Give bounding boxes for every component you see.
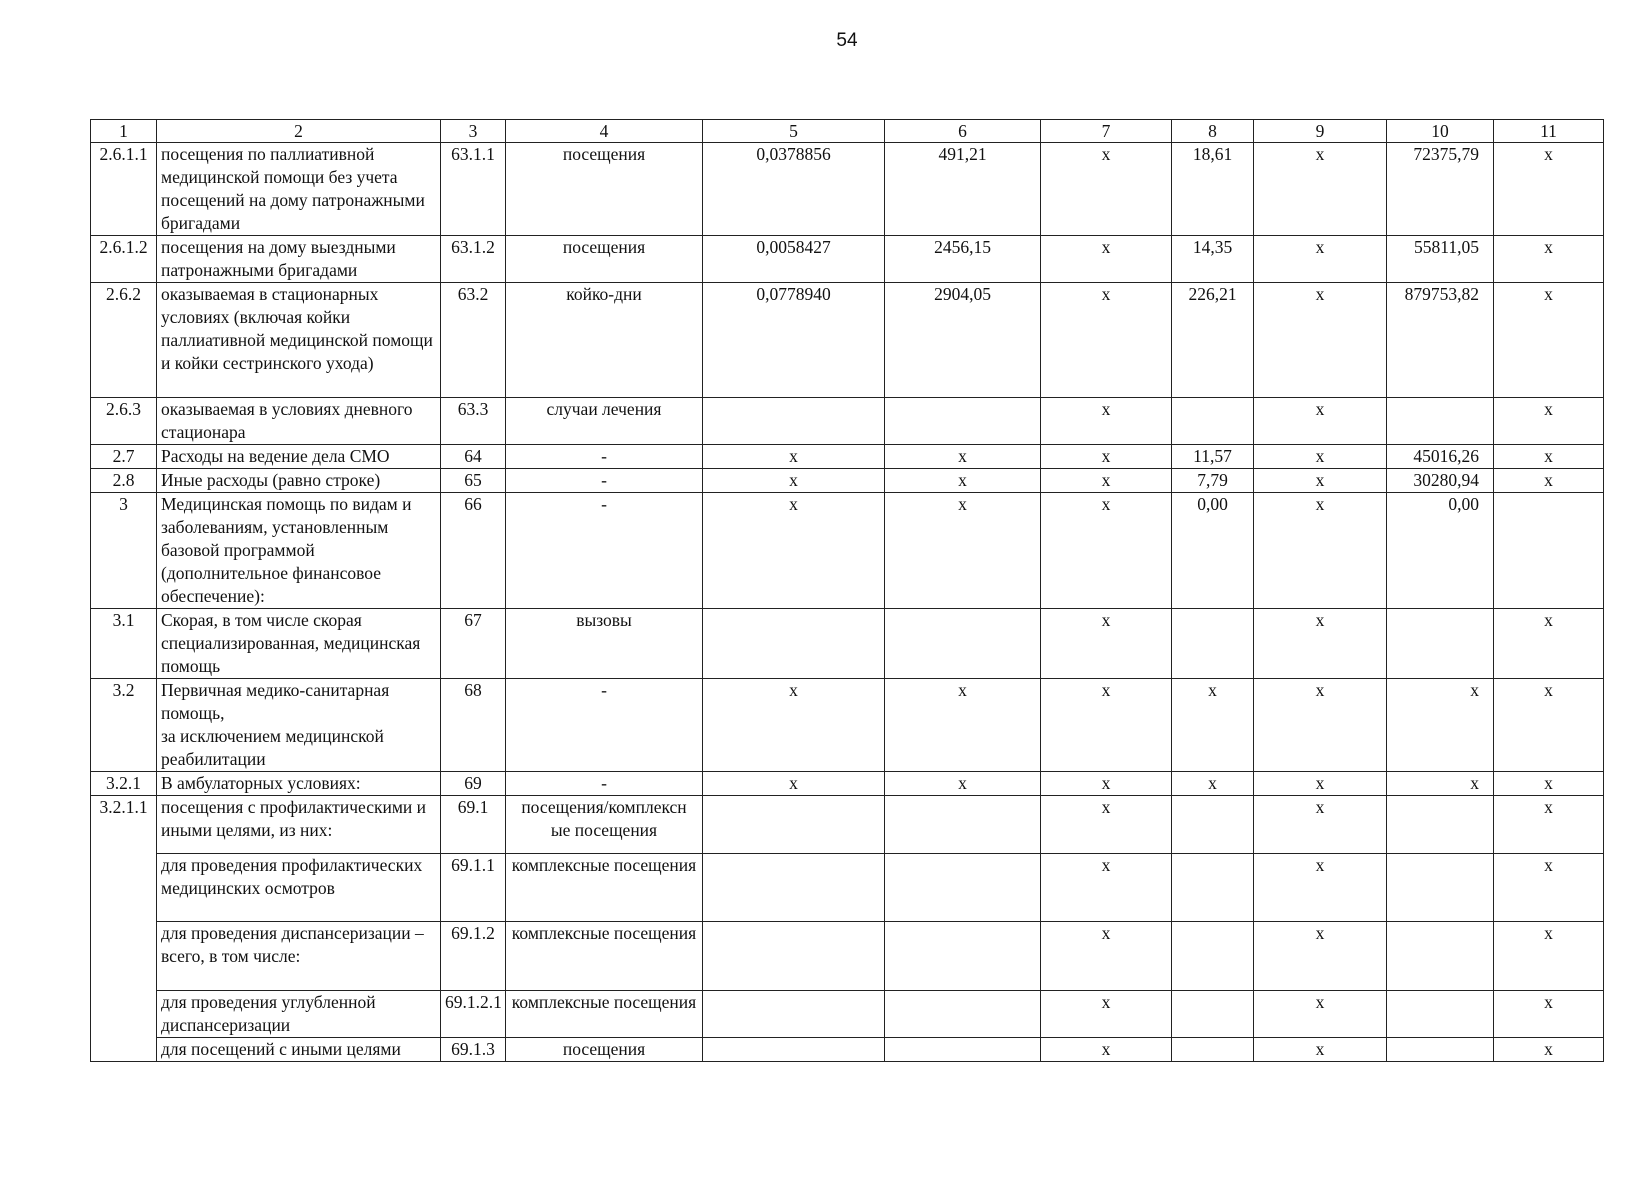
cell-col-9: х	[1254, 143, 1387, 236]
cell-col-7: х	[1041, 796, 1172, 854]
cell-col-2: Скорая, в том числе скорая специализированная, медицинская помощь	[157, 609, 441, 679]
cell-col-10: 30280,94	[1387, 469, 1494, 493]
cell-col-3: 69.1.2	[441, 922, 506, 991]
table-row	[91, 609, 1604, 679]
cell-col-4: -	[506, 445, 703, 469]
cell-col-10	[1387, 796, 1494, 854]
cell-col-2: Первичная медико-санитарная помощь, за исключением медицинской реабилитации	[157, 679, 441, 772]
cell-col-1: 2.7	[91, 445, 157, 469]
table-row	[91, 236, 1604, 283]
cell-col-8: х	[1172, 772, 1254, 796]
cell-col-1: 2.6.1.1	[91, 143, 157, 236]
cell-col-9: х	[1254, 796, 1387, 854]
cell-col-6: х	[885, 469, 1041, 493]
cell-col-11: х	[1494, 445, 1604, 469]
cell-col-8: х	[1172, 679, 1254, 772]
cell-col-8	[1172, 922, 1254, 991]
cell-col-6	[885, 609, 1041, 679]
cell-col-10: 879753,82	[1387, 283, 1494, 398]
col-header-3: 3	[441, 120, 506, 143]
cell-col-4: -	[506, 493, 703, 609]
cell-col-4: посещения/комплексн ые посещения	[506, 796, 703, 854]
cell-col-1: 2.6.2	[91, 283, 157, 398]
col-header-11: 11	[1494, 120, 1604, 143]
cell-col-9: х	[1254, 236, 1387, 283]
cell-col-11: х	[1494, 469, 1604, 493]
cell-col-9: х	[1254, 493, 1387, 609]
cell-col-6: 2904,05	[885, 283, 1041, 398]
cell-col-2: оказываемая в условиях дневного стационара	[157, 398, 441, 445]
col-header-8: 8	[1172, 120, 1254, 143]
cell-col-5	[703, 922, 885, 991]
cell-col-3: 69.1.1	[441, 854, 506, 922]
cell-col-8	[1172, 609, 1254, 679]
cell-col-3: 65	[441, 469, 506, 493]
cell-col-10	[1387, 609, 1494, 679]
table-row	[91, 283, 1604, 398]
table-row	[91, 854, 1604, 922]
table-row	[91, 922, 1604, 991]
cell-col-9: х	[1254, 854, 1387, 922]
cell-col-4: -	[506, 679, 703, 772]
cell-col-6: 491,21	[885, 143, 1041, 236]
col-header-9: 9	[1254, 120, 1387, 143]
cell-col-9: х	[1254, 469, 1387, 493]
cell-col-3: 63.2	[441, 283, 506, 398]
cell-col-8	[1172, 796, 1254, 854]
cell-col-5: х	[703, 493, 885, 609]
cell-col-3: 66	[441, 493, 506, 609]
cell-col-6	[885, 398, 1041, 445]
cell-col-3: 64	[441, 445, 506, 469]
cell-col-2: посещения на дому выездными патронажными бригадами	[157, 236, 441, 283]
cell-col-4: посещения	[506, 236, 703, 283]
table-row	[91, 469, 1604, 493]
cell-col-11: х	[1494, 1038, 1604, 1062]
cell-col-5	[703, 854, 885, 922]
cell-col-2: Медицинская помощь по видам и заболеваниям, установленным базовой программой (дополнительное финансовое обеспечение):	[157, 493, 441, 609]
cell-col-6	[885, 922, 1041, 991]
cell-col-10	[1387, 1038, 1494, 1062]
cell-col-9: х	[1254, 991, 1387, 1038]
cell-col-10: х	[1387, 679, 1494, 772]
cell-col-5: х	[703, 445, 885, 469]
cell-col-11: х	[1494, 283, 1604, 398]
cell-col-10: 55811,05	[1387, 236, 1494, 283]
cell-col-11: х	[1494, 143, 1604, 236]
cell-col-11: х	[1494, 609, 1604, 679]
cell-col-11: х	[1494, 922, 1604, 991]
cell-col-1: 3.2.1	[91, 772, 157, 796]
table-row	[91, 991, 1604, 1038]
cell-col-11: х	[1494, 796, 1604, 854]
cell-col-11	[1494, 493, 1604, 609]
cell-col-1: 3	[91, 493, 157, 609]
cell-col-3: 63.3	[441, 398, 506, 445]
financing-table	[90, 119, 1604, 1062]
cell-col-4: вызовы	[506, 609, 703, 679]
cell-col-7: х	[1041, 143, 1172, 236]
cell-col-2: Расходы на ведение дела СМО	[157, 445, 441, 469]
cell-col-6: х	[885, 679, 1041, 772]
cell-col-7: х	[1041, 854, 1172, 922]
cell-col-10	[1387, 398, 1494, 445]
cell-col-4: -	[506, 469, 703, 493]
header-row	[91, 120, 1604, 143]
cell-col-9: х	[1254, 1038, 1387, 1062]
cell-col-9: х	[1254, 922, 1387, 991]
col-header-5: 5	[703, 120, 885, 143]
cell-col-5	[703, 796, 885, 854]
cell-col-8	[1172, 991, 1254, 1038]
cell-col-9: х	[1254, 679, 1387, 772]
cell-col-2: для проведения углубленной диспансеризации	[157, 991, 441, 1038]
cell-col-9: х	[1254, 445, 1387, 469]
cell-col-8	[1172, 1038, 1254, 1062]
cell-col-6: х	[885, 445, 1041, 469]
cell-col-11: х	[1494, 854, 1604, 922]
cell-col-4: комплексные посещения	[506, 922, 703, 991]
table-row	[91, 493, 1604, 609]
cell-col-3: 63.1.1	[441, 143, 506, 236]
cell-col-4: комплексные посещения	[506, 854, 703, 922]
cell-col-8	[1172, 854, 1254, 922]
col-header-7: 7	[1041, 120, 1172, 143]
col-header-2: 2	[157, 120, 441, 143]
cell-col-11: х	[1494, 236, 1604, 283]
cell-col-7: х	[1041, 469, 1172, 493]
cell-col-9: х	[1254, 772, 1387, 796]
cell-col-3: 69.1	[441, 796, 506, 854]
cell-col-8: 14,35	[1172, 236, 1254, 283]
cell-col-7: х	[1041, 493, 1172, 609]
cell-col-10	[1387, 922, 1494, 991]
table-row	[91, 143, 1604, 236]
cell-col-7: х	[1041, 398, 1172, 445]
cell-col-3: 69	[441, 772, 506, 796]
cell-col-11: х	[1494, 991, 1604, 1038]
cell-col-1: 2.6.1.2	[91, 236, 157, 283]
cell-col-8: 7,79	[1172, 469, 1254, 493]
cell-col-3: 69.1.3	[441, 1038, 506, 1062]
cell-col-9: х	[1254, 398, 1387, 445]
cell-col-4: случаи лечения	[506, 398, 703, 445]
cell-col-10: х	[1387, 772, 1494, 796]
cell-col-2: посещения с профилактическими и иными целями, из них:	[157, 796, 441, 854]
cell-col-8	[1172, 398, 1254, 445]
cell-col-2: для проведения профилактических медицинских осмотров	[157, 854, 441, 922]
cell-col-7: х	[1041, 991, 1172, 1038]
cell-col-5	[703, 991, 885, 1038]
cell-col-2: для проведения диспансеризации – всего, в том числе:	[157, 922, 441, 991]
cell-col-1: 2.6.3	[91, 398, 157, 445]
cell-col-8: 0,00	[1172, 493, 1254, 609]
cell-col-10	[1387, 854, 1494, 922]
table-row	[91, 398, 1604, 445]
col-header-10: 10	[1387, 120, 1494, 143]
cell-col-7: х	[1041, 609, 1172, 679]
table-row	[91, 679, 1604, 772]
cell-col-11: х	[1494, 398, 1604, 445]
cell-col-2: оказываемая в стационарных условиях (включая койки паллиативной медицинской помощи и койки сестринского ухода)	[157, 283, 441, 398]
cell-col-9: х	[1254, 609, 1387, 679]
cell-col-6: х	[885, 772, 1041, 796]
cell-col-5: 0,0378856	[703, 143, 885, 236]
cell-col-4: -	[506, 772, 703, 796]
cell-col-6: 2456,15	[885, 236, 1041, 283]
cell-col-5	[703, 609, 885, 679]
cell-col-6	[885, 1038, 1041, 1062]
cell-col-5: 0,0058427	[703, 236, 885, 283]
cell-col-7: х	[1041, 236, 1172, 283]
table-row	[91, 1038, 1604, 1062]
cell-col-1: 3.1	[91, 609, 157, 679]
cell-col-7: х	[1041, 283, 1172, 398]
cell-col-5: 0,0778940	[703, 283, 885, 398]
table-row	[91, 772, 1604, 796]
cell-col-9: х	[1254, 283, 1387, 398]
cell-col-3: 69.1.2.1	[441, 991, 506, 1038]
table-body	[91, 143, 1604, 1062]
cell-col-7: х	[1041, 1038, 1172, 1062]
cell-col-3: 63.1.2	[441, 236, 506, 283]
cell-col-5: х	[703, 772, 885, 796]
cell-col-4: койко-дни	[506, 283, 703, 398]
cell-col-4: посещения	[506, 143, 703, 236]
cell-col-5: х	[703, 469, 885, 493]
cell-col-11: х	[1494, 772, 1604, 796]
cell-col-6	[885, 991, 1041, 1038]
col-header-4: 4	[506, 120, 703, 143]
cell-col-8: 11,57	[1172, 445, 1254, 469]
cell-col-4: посещения	[506, 1038, 703, 1062]
cell-col-11: х	[1494, 679, 1604, 772]
cell-col-2: для посещений с иными целями	[157, 1038, 441, 1062]
col-header-1: 1	[91, 120, 157, 143]
cell-col-7: х	[1041, 772, 1172, 796]
table-row	[91, 445, 1604, 469]
cell-col-10: 72375,79	[1387, 143, 1494, 236]
cell-col-10: 0,00	[1387, 493, 1494, 609]
cell-col-5	[703, 1038, 885, 1062]
cell-col-7: х	[1041, 445, 1172, 469]
cell-col-3: 67	[441, 609, 506, 679]
col-header-6: 6	[885, 120, 1041, 143]
table-row	[91, 796, 1604, 854]
cell-col-4: комплексные посещения	[506, 991, 703, 1038]
cell-col-7: х	[1041, 922, 1172, 991]
cell-col-6	[885, 796, 1041, 854]
cell-col-3: 68	[441, 679, 506, 772]
cell-col-6: х	[885, 493, 1041, 609]
cell-col-10	[1387, 991, 1494, 1038]
cell-col-2: В амбулаторных условиях:	[157, 772, 441, 796]
cell-col-2: посещения по паллиативной медицинской помощи без учета посещений на дому патронажными бригадами	[157, 143, 441, 236]
cell-col-7: х	[1041, 679, 1172, 772]
cell-col-1: 3.2.1.1	[91, 796, 157, 1062]
cell-col-8: 18,61	[1172, 143, 1254, 236]
cell-col-5: х	[703, 679, 885, 772]
cell-col-1: 3.2	[91, 679, 157, 772]
cell-col-1: 2.8	[91, 469, 157, 493]
cell-col-5	[703, 398, 885, 445]
cell-col-10: 45016,26	[1387, 445, 1494, 469]
page-number: 54	[836, 30, 858, 51]
cell-col-8: 226,21	[1172, 283, 1254, 398]
cell-col-6	[885, 854, 1041, 922]
cell-col-2: Иные расходы (равно строке)	[157, 469, 441, 493]
